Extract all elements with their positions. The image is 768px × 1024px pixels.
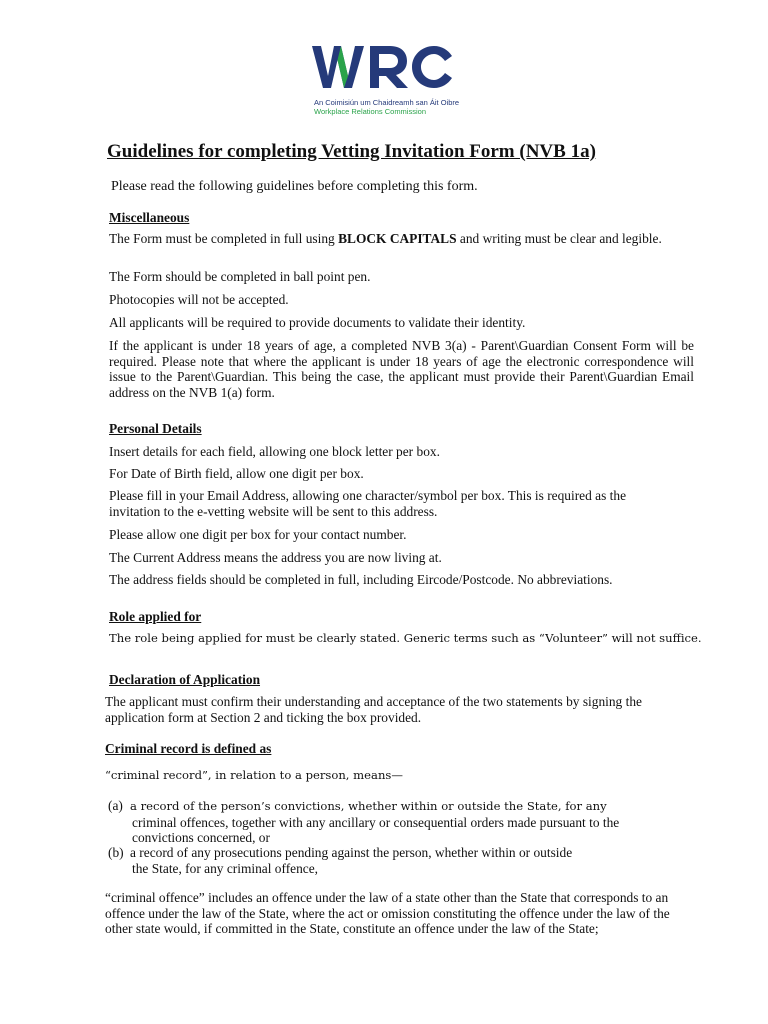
- criminal-offence-definition: “criminal offence” includes an offence under the law of a state other than the State that corresponds to an offence under the law of the State, where the act or omission constituting the offence under the law of the other state would, if committed in the State, constitute an offence under the law of the State;: [105, 890, 670, 936]
- logo-english-name: Workplace Relations Commission: [314, 107, 426, 116]
- item-a-rest: criminal offences, together with any ancillary or consequential orders made pursuant to the convictions concerned, or: [132, 814, 620, 845]
- personal-address-fields-text: The address fields should be completed in full, including Eircode/Postcode. No abbreviations.: [109, 572, 613, 587]
- declaration-text: The applicant must confirm their understanding and acceptance of the two statements by signing the application form at Section 2 and ticking the box provided.: [105, 694, 642, 725]
- criminal-item-b: [108, 845, 678, 876]
- wrc-logo: [312, 40, 462, 120]
- misc-ballpoint-text: The Form should be completed in ball point pen.: [109, 269, 371, 284]
- personal-block-letter-text: Insert details for each field, allowing one block letter per box.: [109, 444, 440, 459]
- criminal-heading: Criminal record is defined as: [105, 741, 272, 756]
- page-title: Guidelines for completing Vetting Invitation Form (NVB 1a): [107, 141, 596, 162]
- misc-identity-text: All applicants will be required to provide documents to validate their identity.: [109, 315, 526, 330]
- logo-irish-name: An Coimisiún um Chaidreamh san Áit Oibre: [314, 98, 460, 107]
- role-text: The role being applied for must be clearly stated. Generic terms such as “Volunteer” will not suffice.: [109, 631, 702, 645]
- personal-email-text: Please fill in your Email Address, allowing one character/symbol per box. This is required as the invitation to the e-vetting website will be sent to this address.: [109, 488, 627, 519]
- personal-heading: Personal Details: [109, 421, 202, 436]
- wrc-logo-mark: [312, 40, 462, 94]
- intro-text: Please read the following guidelines before completing this form.: [111, 179, 478, 194]
- role-heading: Role applied for: [109, 609, 202, 624]
- personal-dob-text: For Date of Birth field, allow one digit per box.: [109, 466, 364, 481]
- item-a-line1: a record of the person’s convictions, whether within or outside the State, for any: [130, 799, 607, 813]
- item-a-label: (a): [108, 798, 123, 813]
- criminal-record-definition: “criminal record”, in relation to a person, means—: [105, 768, 403, 782]
- misc-under18-text: If the applicant is under 18 years of age, a completed NVB 3(a) - Parent\Guardian Consent Form will be required. Please note that where the applicant is under 18 years of age the electronic correspondence will issue to the Parent\Guardian. This being the case, the applicant must provide their Parent\Guardian Email address on the NVB 1(a) form.: [109, 338, 694, 400]
- personal-current-address-text: The Current Address means the address you are now living at.: [109, 550, 442, 565]
- misc-photocopies-text: Photocopies will not be accepted.: [109, 292, 289, 307]
- item-b-rest: the State, for any criminal offence,: [132, 860, 319, 876]
- misc-heading: Miscellaneous: [109, 210, 190, 225]
- item-b-line1: a record of any prosecutions pending against the person, whether within or outside: [130, 845, 573, 860]
- misc-block-capitals-text: The Form must be completed in full using BLOCK CAPITALS and writing must be clear and legible.: [109, 231, 662, 246]
- personal-contact-text: Please allow one digit per box for your contact number.: [109, 527, 407, 542]
- item-b-label: (b): [108, 845, 124, 860]
- criminal-item-a: [108, 798, 678, 846]
- declaration-heading: Declaration of Application: [109, 672, 261, 687]
